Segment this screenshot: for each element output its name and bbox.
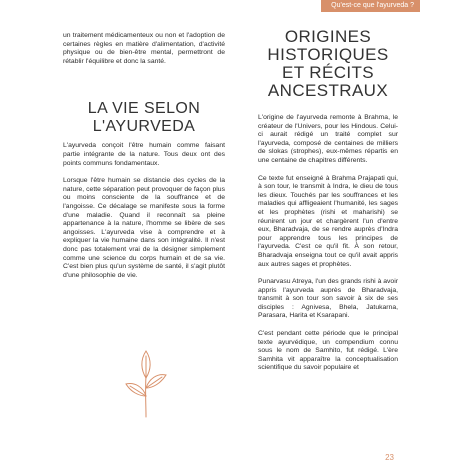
page-number: 23 [385,453,394,462]
heading-line: ORIGINES [284,27,372,46]
plant-sprig-icon [119,348,173,418]
body-paragraph: Lorsque l'être humain se distancie des cycles de la nature, cette séparation peut provoquer de façon plus ou moins consciente de la souffrance et de l'angoisse. Ce décalage se manifeste sous la forme d'une maladie. Quand il reconnaît sa pleine appartenance à la nature, l'homme se libère de ses angoisses. L'ayurveda vise à comprendre et à expliquer la vie humaine dans son intégralité. Il n'est donc pas totalement vrai de la désigner simplement comme une science du corps humain et de sa vie. C'est bien plus qu'un système de santé, il s'agit plutôt d'une philosophie de vie. [63,177,225,279]
body-paragraph: L'ayurveda conçoit l'être humain comme faisant partie intégrante de la nature. Tous deux ont des points communs fondamentaux. [63,142,225,167]
body-paragraph: C'est pendant cette période que le principal texte ayurvédique, un compendium connu sous le nom de Samhito, fut rédigé. L'ère Samhita vit apparaître la conceptualisation scientifique du savoir populaire et [258,330,398,372]
body-paragraph: Punarvasu Atreya, l'un des grands rishi à avoir appris l'ayurveda auprès de Bharadvaja, transmit à son tour son savoir à six de ses disciples : Agnivesa, Bhela, Jatukarna, Parasara, Harita et Ksarapani. [258,278,398,320]
section-heading-origines [258,28,398,100]
section-heading-vie [63,100,225,136]
right-column [258,27,398,382]
left-column [63,32,225,289]
body-paragraph: Ce texte fut enseigné à Brahma Prajapati qui, à son tour, le transmit à Indra, le dieu de tous les dieux. Touchés par les souffrances et les maladies qui affligeaient l'humanité, les sages et les prophètes (rishi et maharishi) se réunirent un jour et chargèrent l'un d'entre eux, Bharadvaja, de se rendre auprès d'Indra pour apprendre tous les principes de l'ayurveda. C'est ce qu'il fit. À son retour, Bharadvaja enseigna tout ce qu'il avait appris aux autres sages et prophètes. [258,174,398,268]
body-paragraph: L'origine de l'ayurveda remonte à Brahma, le créateur de l'Univers, pour les Hindous. Celui-ci aurait rédigé un traité complet sur l'ayurveda, composé de centaines de milliers de slokas (strophes), eux-mêmes répartis en une centaine de chapitres différents. [258,114,398,164]
heading-line: HISTORIQUES [267,45,389,64]
intro-paragraph: un traitement médicamenteux ou non et l'adoption de certaines règles en matière d'alimentation, d'activité physique ou de bien-être mental, permettront de rétablir l'équilibre et donc la santé. [63,32,225,65]
heading-line: L'AYURVEDA [92,118,196,136]
heading-line: LA VIE SELON [87,100,201,118]
heading-line: ANCESTRAUX [267,81,389,100]
running-header: Qu'est-ce que l'ayurveda ? [321,0,420,12]
heading-line: ET RÉCITS [281,63,375,82]
